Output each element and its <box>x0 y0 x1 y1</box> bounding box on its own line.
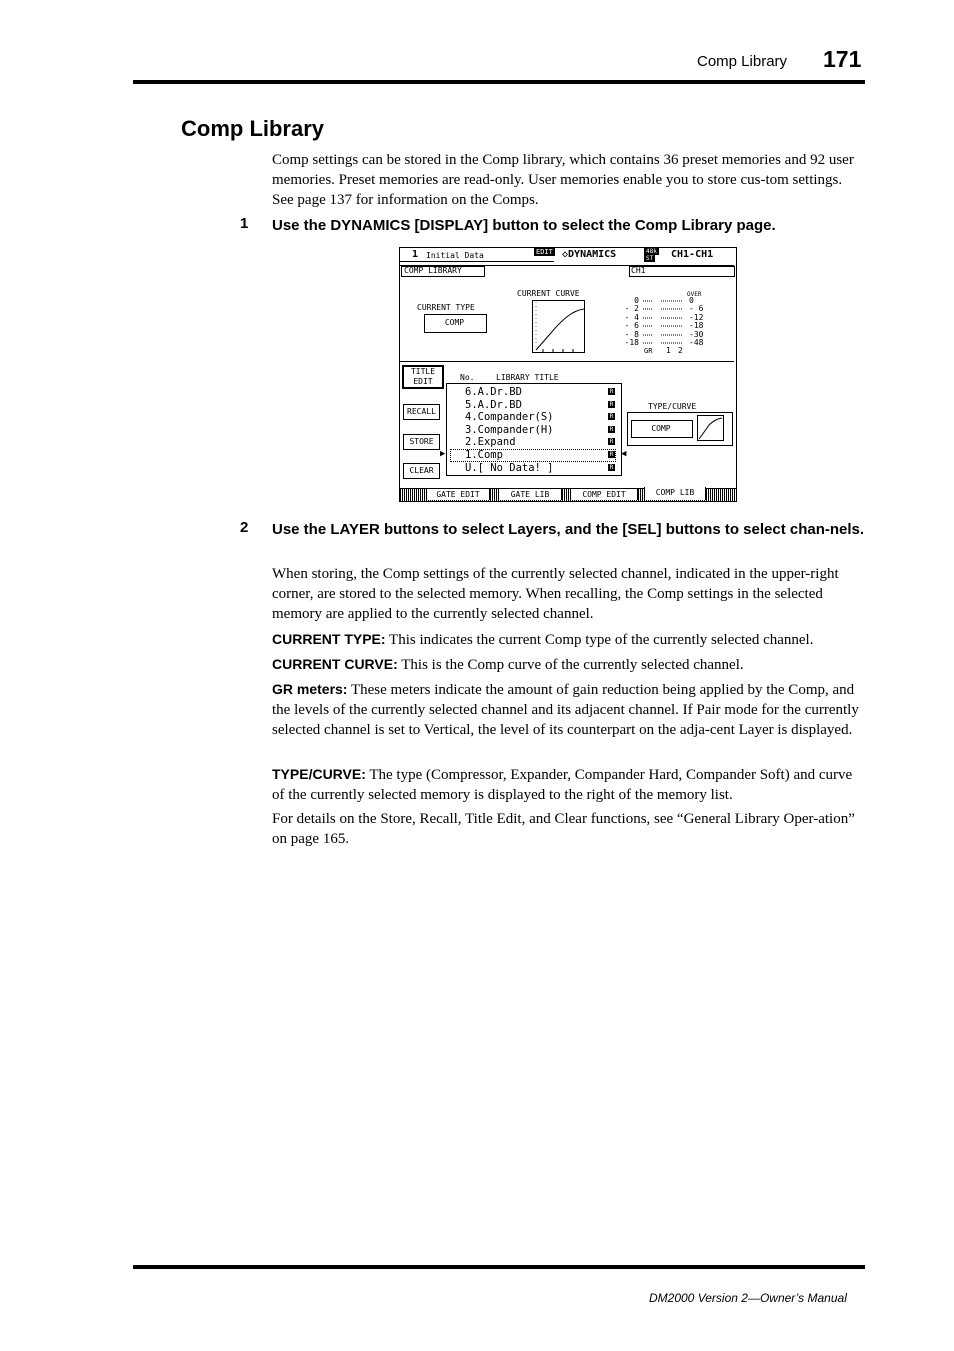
type-curve-term: TYPE/CURVE: <box>272 766 366 782</box>
step-2-number: 2 <box>240 519 249 536</box>
header-rule <box>133 80 865 84</box>
current-type-term: CURRENT TYPE: <box>272 631 386 647</box>
channel-field: CH1 <box>631 266 646 275</box>
current-curve-term: CURRENT CURVE: <box>272 656 398 672</box>
current-curve-description: This is the Comp curve of the currently selected channel. <box>401 657 744 673</box>
tab-comp-lib[interactable]: COMP LIB <box>644 487 706 500</box>
fs-bottom: ST <box>646 255 654 262</box>
list-item[interactable]: 2.Expand <box>465 436 516 449</box>
fs-top: 48k <box>646 248 657 255</box>
list-item[interactable]: 6.A.Dr.BD <box>465 386 522 398</box>
meter-ch1-label: 1 <box>666 346 671 355</box>
current-type-label: CURRENT TYPE <box>417 303 475 312</box>
title-underline <box>400 261 554 262</box>
current-type-paragraph <box>272 629 865 650</box>
read-only-badge: R <box>609 413 614 420</box>
tab-gate-lib[interactable]: GATE LIB <box>498 489 562 500</box>
lcd-screen <box>399 247 737 502</box>
edit-badge: EDIT <box>536 248 553 256</box>
title-edit-button[interactable]: TITLE EDIT <box>402 365 444 389</box>
current-type-value: COMP <box>444 318 465 327</box>
type-curve-description: The type (Compressor, Expander, Compander Hard, Compander Soft) and curve of the currently selected memory is displayed to the right of the memory list. <box>272 767 853 803</box>
gr-meter-bars <box>643 298 688 348</box>
selection-cursor <box>450 449 616 462</box>
meter-right-scale: 0 - 6 -12 -18 -30 -48 <box>689 296 704 348</box>
tab-gate-edit[interactable]: GATE EDIT <box>426 489 490 500</box>
type-curve-value: COMP <box>651 424 671 433</box>
cursor-left-arrow-icon: ◀ <box>621 449 627 459</box>
tab-comp-edit[interactable]: COMP EDIT <box>570 489 638 500</box>
list-item[interactable]: 5.A.Dr.BD <box>465 398 522 411</box>
meter-gr-label: GR <box>644 347 653 355</box>
read-only-badge: R <box>609 464 614 471</box>
read-only-badge: R <box>609 401 614 408</box>
step-1-number: 1 <box>240 215 249 232</box>
type-curve-label: TYPE/CURVE <box>648 402 697 411</box>
current-curve-label: CURRENT CURVE <box>517 289 580 298</box>
channel-range: CH1-CH1 <box>671 249 714 260</box>
scene-number: 1 <box>412 249 419 260</box>
step-1-text: Use the DYNAMICS [DISPLAY] button to select the Comp Library page. <box>272 217 776 234</box>
intro-paragraph: Comp settings can be stored in the Comp library, which contains 36 preset memories and 92 user memories. Preset memories are read-only. User memories enable you to store cus-tom settings. See page 137 for information on the Comps. <box>272 152 854 208</box>
running-header: Comp Library <box>697 53 788 70</box>
module-title <box>562 250 616 260</box>
scene-name: Initial Data <box>426 251 484 260</box>
list-item[interactable]: 4.Compander(S) <box>465 411 554 424</box>
page-number: 171 <box>823 46 862 72</box>
lcd-separator <box>400 361 734 362</box>
read-only-badge: R <box>609 426 614 433</box>
list-item[interactable]: U.[ No Data! ] <box>465 461 554 474</box>
meter-over-label: OVER <box>687 291 702 298</box>
recall-button[interactable]: RECALL <box>403 404 440 420</box>
page-label: COMP LIBRARY <box>404 266 462 275</box>
meter-left-scale: 0 - 2 - 4 - 6 - 8 -18 <box>624 296 639 348</box>
current-type-description: This indicates the current Comp type of the currently selected channel. <box>389 632 814 648</box>
details-paragraph: For details on the Store, Recall, Title Edit, and Clear functions, see “General Library Oper-ation” on page 165. <box>272 811 855 847</box>
gr-meters-term: GR meters: <box>272 681 348 697</box>
read-only-badge: R <box>609 451 614 458</box>
list-item[interactable]: 1.Comp <box>465 448 503 461</box>
storing-paragraph: When storing, the Comp settings of the currently selected channel, indicated in the upper-right corner, are stored to the selected memory. When recalling, the Comp settings in the selected memory are applied to the currently selected channel. <box>272 566 839 622</box>
store-button[interactable]: STORE <box>403 434 440 450</box>
read-only-badge: R <box>609 438 614 445</box>
list-item[interactable]: 3.Compander(H) <box>465 423 554 436</box>
list-header-title: LIBRARY TITLE <box>496 373 559 382</box>
current-curve-paragraph <box>272 654 865 675</box>
cursor-right-arrow-icon: ▶ <box>440 449 446 459</box>
step-2-text: Use the LAYER buttons to select Layers, and the [SEL] buttons to select chan-nels. <box>272 521 865 538</box>
footer-text: DM2000 Version 2—Owner’s Manual <box>649 1291 847 1305</box>
footer-rule <box>133 1265 865 1269</box>
section-title: Comp Library <box>181 116 325 141</box>
list-header-no: No. <box>460 373 475 382</box>
diamond-icon: ◇ <box>562 249 569 260</box>
gr-meters-paragraph <box>272 679 865 740</box>
type-curve-paragraph <box>272 764 865 805</box>
module-name: DYNAMICS <box>568 249 617 260</box>
clear-button[interactable]: CLEAR <box>403 463 440 479</box>
meter-ch2-label: 2 <box>678 346 683 355</box>
read-only-badge: R <box>609 388 614 395</box>
gr-meters-description: These meters indicate the amount of gain reduction being applied by the Comp, and the levels of the currently selected channel and its adjacent channel. If Pair mode for the currently selected channel is set to Vertical, the level of its counterpart on the adja-cent Layer is displayed. <box>272 682 859 738</box>
type-curve-graph <box>697 415 725 442</box>
current-curve-graph <box>532 300 586 354</box>
